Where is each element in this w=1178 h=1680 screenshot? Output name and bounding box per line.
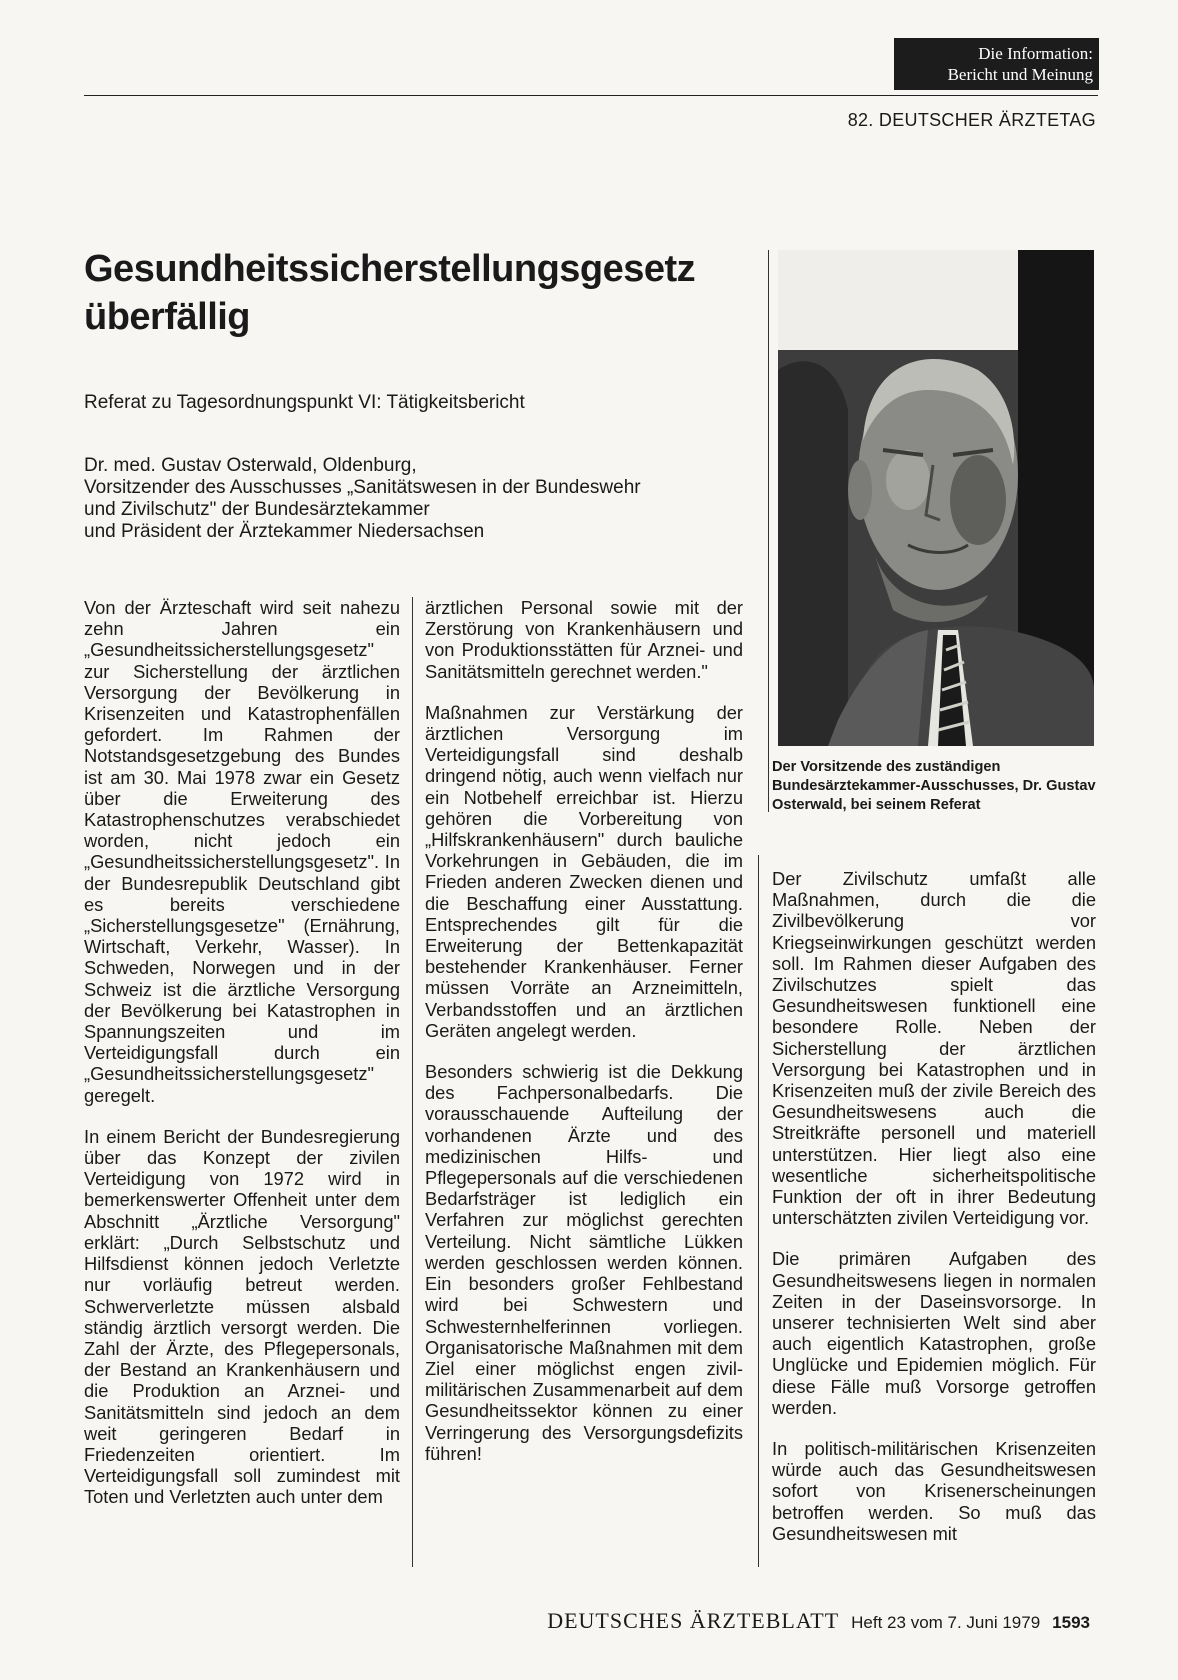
paragraph: Von der Ärzteschaft wird seit nahezu zehn Jahren ein „Gesundheitssicherstellungsgesetz" zur Sicherstellung der ärztlichen Versorgung der Bevölkerung in Krisenzeiten und Katastrophenfällen gefordert. Im Rahmen der Notstandsgesetzgebung des Bundes ist am 30. Mai 1978 zwar ein Gesetz über die Erweiterung des Katastrophenschutzes verabschiedet worden, nicht jedoch ein „Gesundheitssicherstellungsgesetz". In der Bundesrepublik Deutschland gibt es bereits verschiedene „Sicherstellungsgesetze" (Ernährung, Wirtschaft, Verkehr, Wasser). In Schweden, Norwegen und in der Schweiz ist die ärztliche Versorgung der Bevölkerung bei Katastrophen in Spannungszeiten und im Verteidigungsfall durch ein „Gesundheitssicherstellungsgesetz" geregelt.	[84, 597, 400, 1106]
paragraph: In einem Bericht der Bundesregierung über das Konzept der zivilen Verteidigung von 1972 wird in bemerkenswerter Offenheit unter dem Abschnitt „Ärztliche Versorgung" erklärt: „Durch Selbstschutz und Hilfsdienst können jedoch Verletzte nur vorläufig betreut werden. Schwerverletzte müssen alsbald ständig ärztlich versorgt werden. Die Zahl der Ärzte, des Pflegepersonals, der Bestand an Krankenhäusern und die Produktion an Arznei- und Sanitätsmitteln sind jedoch an dem weit geringeren Bedarf in Friedenzeiten orientiert. Im Verteidigungsfall soll zumindest mit Toten und Verletzten auch unter dem	[84, 1125, 400, 1508]
author-line: Dr. med. Gustav Osterwald, Oldenburg,	[84, 455, 417, 476]
section-badge	[894, 38, 1099, 90]
author-block	[84, 455, 774, 543]
paragraph: Die primären Aufgaben des Gesundheitswesens liegen in normalen Zeiten in der Daseinsvorsorge. In unserer technisierten Welt sind aber auch eigentlich Katastrophen, große Unglücke und Epidemien möglich. Für diese Fälle muß Vorsorge getroffen werden.	[772, 1248, 1096, 1418]
article-subtitle: Referat zu Tagesordnungspunkt VI: Tätigkeitsbericht	[84, 392, 525, 413]
paragraph: Besonders schwierig ist die Dekkung des Fachpersonalbedarfs. Die vorausschauende Aufteilung der vorhandenen Ärzte und des medizinischen Hilfs- und Pflegepersonals auf die verschiedenen Bedarfsträger ist lediglich ein Verfahren zur möglichst gerechten Verteilung. Nicht sämtliche Lükken werden geschlossen werden können. Ein besonders großer Fehlbestand wird bei Schwestern und Schwesternhelferinnen vorliegen. Organisatorische Maßnahmen mit dem Ziel einer möglichst engen zivil-militärischen Zusammenarbeit auf dem Gesundheitssektor können zu einer Verringerung des Versorgungsdefizits führen!	[425, 1061, 743, 1464]
page-number: 1593	[1052, 1613, 1090, 1632]
portrait-photo	[778, 250, 1094, 746]
page-footer	[470, 1608, 1090, 1634]
paragraph: Der Zivilschutz umfaßt alle Maßnahmen, durch die die Zivilbevölkerung vor Kriegseinwirkungen geschützt werden soll. Im Rahmen dieser Aufgaben des Zivilschutzes spielt das Gesundheitswesen funktionell eine besondere Rolle. Neben der Sicherstellung der ärztlichen Versorgung bei Katastrophen und in Krisenzeiten muß der zivile Bereich des Gesundheitswesens auch die Streitkräfte personell und materiell unterstützen. Hier liegt also eine wesentliche sicherheitspolitische Funktion der oft in ihrer Bedeutung unterschätzten zivilen Verteidigung vor.	[772, 868, 1096, 1229]
author-line: Vorsitzender des Ausschusses „Sanitätswesen in der Bundeswehr	[84, 477, 641, 498]
author-line: und Präsident der Ärztekammer Niedersachsen	[84, 521, 485, 542]
paragraph: In politisch-militärischen Krisenzeiten würde auch das Gesundheitswesen sofort von Krisenerscheinungen betroffen werden. So muß das Gesundheitswesen mit	[772, 1438, 1096, 1544]
paragraph: Maßnahmen zur Verstärkung der ärztlichen Versorgung im Verteidigungsfall sind deshalb dringend nötig, auch wenn vielfach nur ein Notbehelf erreichbar ist. Hierzu gehören die Vorbereitung von „Hilfskrankenhäusern" durch bauliche Vorkehrungen in Gebäuden, die im Frieden anderen Zwecken dienen und die Beschaffung einer Ausstattung. Entsprechendes gilt für die Erweiterung der Bettenkapazität bestehender Krankenhäuser. Ferner müssen Vorräte an Arzneimitteln, Verbandsstoffen und an ärztlichen Geräten angelegt werden.	[425, 701, 743, 1041]
text-column-2	[425, 597, 743, 1484]
article-title-line-2: überfällig	[84, 296, 251, 338]
journal-name: DEUTSCHES ÄRZTEBLATT	[547, 1608, 840, 1633]
text-column-3	[772, 868, 1096, 1564]
section-badge-line-1: Die Information:	[978, 44, 1093, 63]
article-title	[84, 245, 764, 341]
header-rule	[84, 95, 1098, 96]
text-column-1	[84, 597, 400, 1528]
running-head: 82. DEUTSCHER ÄRZTETAG	[847, 110, 1096, 130]
section-badge-line-2: Bericht und Meinung	[947, 65, 1093, 84]
portrait-image	[778, 250, 1094, 746]
column-divider	[412, 597, 413, 1567]
paragraph: ärztlichen Personal sowie mit der Zerstörung von Krankenhäusern und von Produktionsstätten für Arznei- und Sanitätsmitteln gerechnet werden."	[425, 597, 743, 682]
title-divider	[768, 250, 769, 812]
author-line: und Zivilschutz" der Bundesärztekammer	[84, 499, 430, 520]
column-divider	[758, 855, 759, 1567]
article-title-line-1: Gesundheitssicherstellungsgesetz	[84, 248, 696, 290]
issue-info: Heft 23 vom 7. Juni 1979	[851, 1613, 1041, 1632]
photo-caption: Der Vorsitzende des zuständigen Bundesärztekammer-Ausschusses, Dr. Gustav Osterwald, bei seinem Referat	[772, 759, 1096, 813]
